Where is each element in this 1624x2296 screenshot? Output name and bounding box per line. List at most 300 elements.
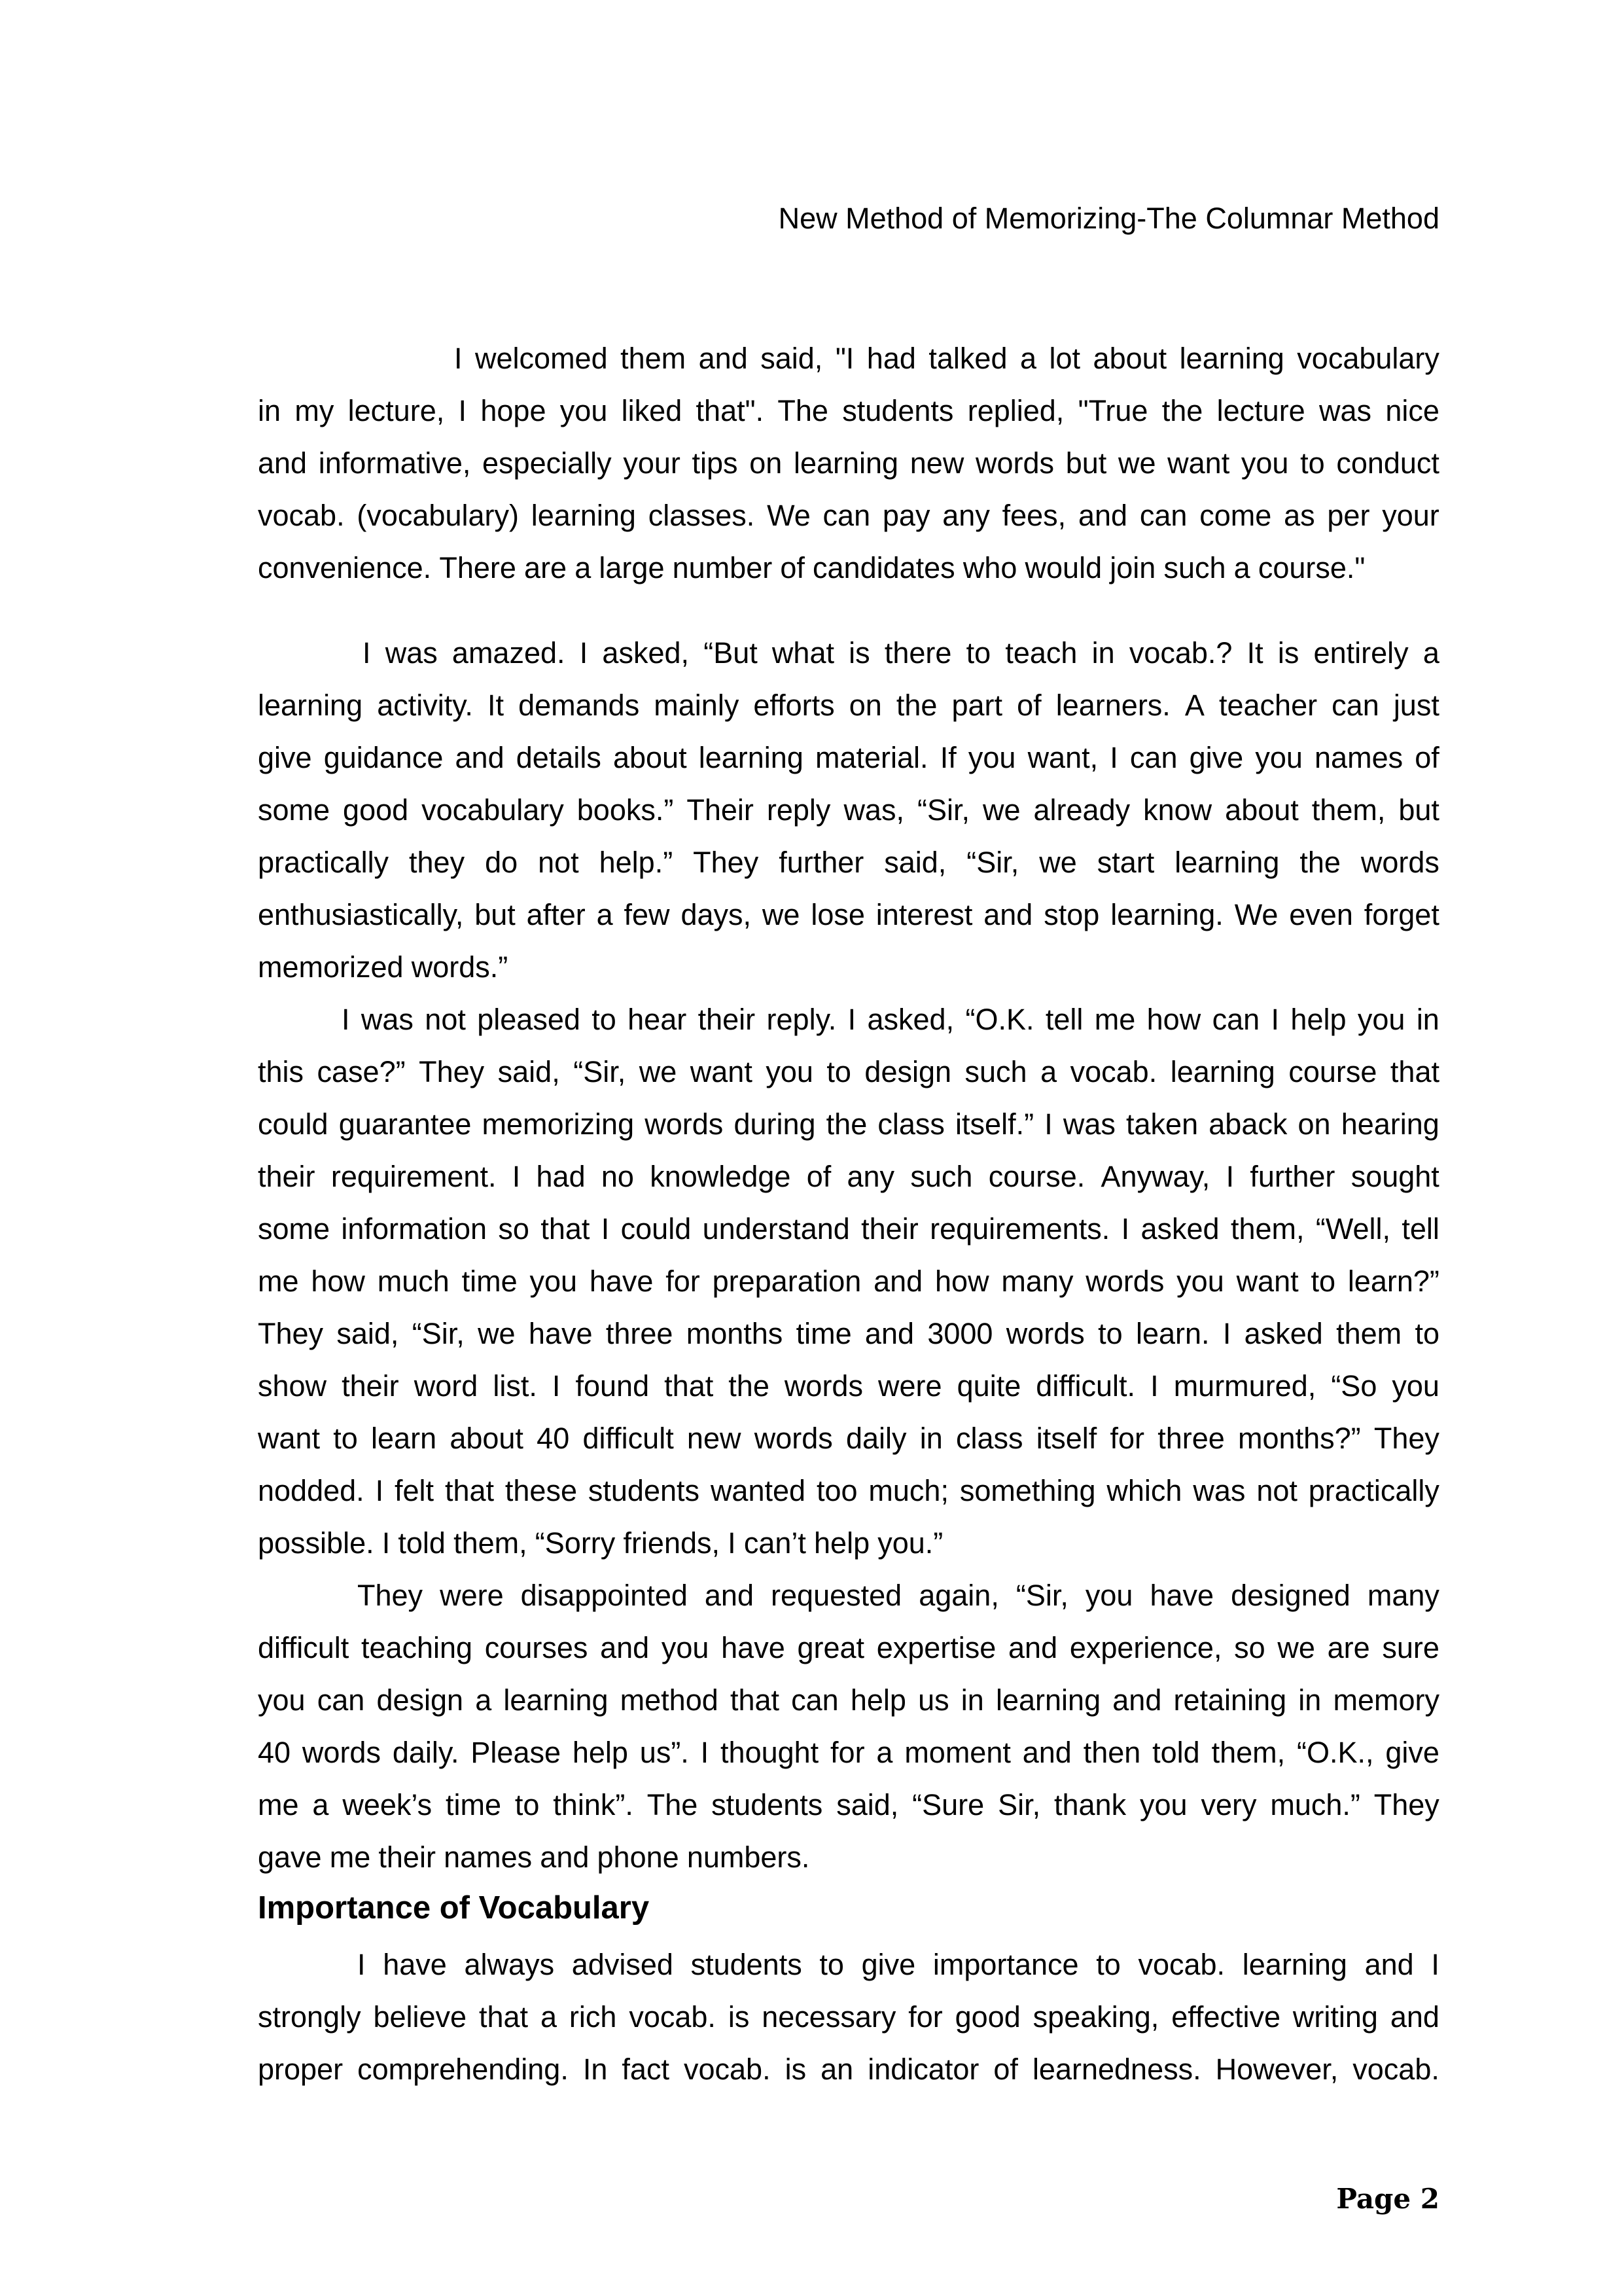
- word: entirely: [1313, 636, 1409, 670]
- word: advised: [571, 1948, 673, 1981]
- text-line: [258, 1939, 1439, 1991]
- text-line: [258, 1203, 1439, 1255]
- word: said,: [836, 1788, 899, 1821]
- word: learning: [1179, 342, 1284, 375]
- page-number: Page 2: [1336, 2183, 1439, 2215]
- word: that: [1390, 1055, 1439, 1088]
- word: can: [791, 1683, 839, 1717]
- word: learning: [793, 446, 899, 480]
- word: reply: [766, 793, 831, 827]
- word: can: [317, 1683, 365, 1717]
- word: information: [341, 1212, 487, 1246]
- word: vocab.: [1070, 1055, 1157, 1088]
- word: great: [797, 1631, 865, 1664]
- word: you: [661, 1631, 709, 1664]
- word: learning: [698, 741, 803, 774]
- word: give: [1189, 741, 1244, 774]
- word: daily.: [392, 1736, 459, 1769]
- word: you: [968, 741, 1016, 774]
- word: new: [686, 1422, 741, 1455]
- word: was: [361, 1003, 414, 1036]
- word: hearing: [1341, 1107, 1439, 1141]
- word: further: [1250, 1160, 1335, 1193]
- word: “Sir,: [966, 846, 1019, 879]
- word: asked: [1244, 1317, 1323, 1350]
- word: of: [1415, 741, 1439, 774]
- word: how: [1146, 1003, 1201, 1036]
- word: and: [704, 1579, 754, 1612]
- word: you.”: [877, 1526, 944, 1560]
- word: 3000: [927, 1317, 993, 1350]
- word: help.”: [599, 846, 673, 879]
- word: to: [966, 636, 991, 670]
- word: words: [976, 446, 1055, 480]
- word: me: [1094, 1003, 1136, 1036]
- word: writing: [1292, 2000, 1378, 2034]
- word: that: [479, 2000, 529, 2034]
- word: of: [780, 551, 805, 584]
- word: names: [1315, 741, 1403, 774]
- word: some: [258, 1212, 330, 1246]
- word: are: [524, 551, 567, 584]
- word: Their: [686, 793, 754, 827]
- word: you: [258, 1683, 306, 1717]
- word: effective: [1171, 2000, 1280, 2034]
- word: “So: [1331, 1369, 1377, 1403]
- word: wanted: [710, 1474, 806, 1507]
- word: learn.: [1135, 1317, 1210, 1350]
- word: three: [1157, 1422, 1225, 1455]
- word: courses: [484, 1631, 588, 1664]
- word: forget: [1364, 898, 1439, 931]
- word: expertise: [876, 1631, 997, 1664]
- word: very: [1201, 1788, 1257, 1821]
- word: word: [414, 1369, 478, 1403]
- word: how: [311, 1265, 365, 1298]
- word: words: [302, 1736, 381, 1769]
- word: time: [461, 1265, 518, 1298]
- word: a: [574, 551, 591, 584]
- word: week’s: [342, 1788, 432, 1821]
- word: rich: [569, 2000, 617, 2034]
- word: and: [1022, 1736, 1072, 1769]
- word: can: [1212, 1003, 1260, 1036]
- word: vocabulary: [421, 793, 564, 827]
- word: want: [258, 1422, 321, 1455]
- word: there: [884, 636, 952, 670]
- word: taken: [1126, 1107, 1199, 1141]
- word: indicator: [868, 2053, 980, 2086]
- text-line: [258, 1308, 1439, 1360]
- word: time: [796, 1317, 852, 1350]
- word: some: [258, 793, 330, 827]
- word: for: [1110, 1422, 1145, 1455]
- word: vocab.?: [1129, 636, 1233, 670]
- word: mainly: [654, 689, 739, 722]
- word: on: [849, 689, 882, 722]
- word: start: [1097, 846, 1155, 879]
- word: and: [864, 1317, 915, 1350]
- word: knowledge: [650, 1160, 791, 1193]
- word: to: [1311, 1265, 1335, 1298]
- word: on: [1297, 1107, 1331, 1141]
- word: welcomed: [475, 342, 608, 375]
- word: 40: [258, 1736, 291, 1769]
- word: students: [588, 1474, 700, 1507]
- word: replied,: [967, 394, 1065, 427]
- word: interest: [875, 898, 973, 931]
- word: you: [1139, 1788, 1188, 1821]
- word: many: [1001, 1265, 1074, 1298]
- word: were: [440, 1579, 504, 1612]
- word: you: [1357, 1003, 1405, 1036]
- word: a: [1233, 551, 1250, 584]
- word: we: [639, 1055, 677, 1088]
- word: classes.: [648, 499, 755, 532]
- word: disappointed: [520, 1579, 688, 1612]
- word: difficult: [582, 1422, 674, 1455]
- word: had: [536, 1160, 586, 1193]
- text-line: [258, 437, 1439, 490]
- word: convenience.: [258, 551, 432, 584]
- word: vocab.: [684, 2053, 771, 2086]
- word: you: [559, 394, 608, 427]
- word: already: [1033, 793, 1131, 827]
- word: learning: [503, 1683, 609, 1717]
- word: any: [847, 1160, 895, 1193]
- word: murmured,: [1173, 1369, 1316, 1403]
- word: to: [591, 1003, 616, 1036]
- word: of: [1017, 689, 1042, 722]
- word: vocabulary: [1297, 342, 1439, 375]
- word: I: [375, 1474, 384, 1507]
- word: we: [1277, 1631, 1315, 1664]
- text-line: [258, 1622, 1439, 1674]
- word: on: [749, 446, 783, 480]
- word: much.”: [1270, 1788, 1360, 1821]
- word: a: [475, 1683, 492, 1717]
- word: teach: [1005, 636, 1078, 670]
- word: many: [1367, 1579, 1439, 1612]
- word: words: [1360, 846, 1439, 879]
- word: “O.K.,: [1296, 1736, 1374, 1769]
- word: that: [540, 1212, 590, 1246]
- word: We: [1234, 898, 1279, 931]
- word: is: [1277, 636, 1299, 670]
- word: vocab.: [258, 499, 345, 532]
- word: of: [993, 2053, 1018, 2086]
- word: give: [1385, 1736, 1439, 1769]
- word: words: [784, 1369, 863, 1403]
- word: was: [1193, 1474, 1246, 1507]
- word: something: [959, 1474, 1096, 1507]
- word: and: [874, 1265, 923, 1298]
- text-line: [258, 836, 1439, 889]
- word: me: [258, 1788, 299, 1821]
- word: memorized: [258, 950, 404, 984]
- word: good: [343, 793, 409, 827]
- word: we: [762, 898, 800, 931]
- text-line: [258, 1831, 1439, 1884]
- word: I: [381, 1526, 391, 1560]
- word: requested: [771, 1579, 902, 1612]
- word: the: [826, 1107, 868, 1141]
- word: as: [1284, 499, 1315, 532]
- word: experience,: [1069, 1631, 1222, 1664]
- paragraph-1: [258, 332, 1439, 594]
- word: number: [672, 551, 773, 584]
- word: pleased: [477, 1003, 580, 1036]
- word: words: [754, 1422, 833, 1455]
- word: were: [878, 1369, 942, 1403]
- word: tell: [1045, 1003, 1084, 1036]
- word: to: [1098, 1317, 1123, 1350]
- word: is: [728, 2000, 750, 2034]
- word: thought: [720, 1736, 819, 1769]
- word: The: [777, 394, 828, 427]
- word: their: [861, 1212, 919, 1246]
- word: think”.: [553, 1788, 633, 1821]
- word: that".: [696, 394, 764, 427]
- word: lose: [811, 898, 865, 931]
- word: your: [1382, 499, 1439, 532]
- text-line: [258, 1570, 1439, 1622]
- text-line: [258, 1046, 1439, 1098]
- word: daily: [845, 1422, 907, 1455]
- word: In: [582, 2053, 608, 2086]
- word: guidance: [323, 741, 444, 774]
- word: vocab.: [629, 2000, 716, 2034]
- word: itself: [1036, 1422, 1097, 1455]
- word: want,: [1027, 741, 1099, 774]
- word: material.: [815, 741, 928, 774]
- word: gave: [258, 1840, 322, 1874]
- word: we: [1118, 446, 1156, 480]
- word: friends,: [623, 1526, 720, 1560]
- word: “But: [703, 636, 758, 670]
- word: If: [940, 741, 957, 774]
- word: was: [385, 636, 438, 670]
- word: especially: [482, 446, 612, 480]
- word: would: [1025, 551, 1103, 584]
- word: They: [419, 1055, 485, 1088]
- word: do: [485, 846, 518, 879]
- word: retaining: [1173, 1683, 1287, 1717]
- word: us: [918, 1683, 949, 1717]
- word: large: [599, 551, 665, 584]
- word: numbers.: [686, 1840, 810, 1874]
- text-line: [258, 732, 1439, 784]
- text-line: [258, 332, 1439, 385]
- word: about: [1225, 793, 1299, 827]
- text-line: [258, 1674, 1439, 1727]
- word: about: [612, 741, 687, 774]
- word: course.: [988, 1160, 1086, 1193]
- word: you: [1176, 1265, 1224, 1298]
- word: I: [1431, 1948, 1439, 1981]
- word: They: [357, 1579, 423, 1612]
- word: help: [850, 1683, 906, 1717]
- word: few: [624, 898, 670, 931]
- word: learnedness.: [1032, 2053, 1201, 2086]
- word: details: [516, 741, 601, 774]
- text-line: [258, 1360, 1439, 1412]
- word: and: [1078, 499, 1128, 532]
- word: and: [600, 1631, 650, 1664]
- word: designed: [1231, 1579, 1350, 1612]
- text-line: [258, 1779, 1439, 1831]
- word: have: [721, 1631, 785, 1664]
- text-line: [258, 627, 1439, 679]
- word: aback: [1209, 1107, 1288, 1141]
- word: but: [1398, 793, 1439, 827]
- word: so: [498, 1212, 529, 1246]
- word: I: [1044, 1107, 1053, 1141]
- word: these: [504, 1474, 577, 1507]
- word: what: [771, 636, 834, 670]
- word: enthusiastically,: [258, 898, 464, 931]
- word: strongly: [258, 2000, 361, 2034]
- word: you: [1085, 1579, 1133, 1612]
- word: method: [620, 1683, 718, 1717]
- word: felt: [395, 1474, 434, 1507]
- word: “O.K.: [965, 1003, 1034, 1036]
- word: course: [1288, 1055, 1377, 1088]
- word: asked,: [867, 1003, 955, 1036]
- word: difficult.: [1036, 1369, 1136, 1403]
- word: want: [1236, 1265, 1299, 1298]
- word: your: [623, 446, 680, 480]
- word: They: [693, 846, 759, 879]
- word: list.: [493, 1369, 537, 1403]
- word: said,: [884, 846, 947, 879]
- word: too: [816, 1474, 858, 1507]
- word: thank: [1054, 1788, 1127, 1821]
- word: fact: [622, 2053, 669, 2086]
- word: lot: [1049, 342, 1081, 375]
- word: lecture: [1216, 394, 1305, 427]
- word: the: [1161, 394, 1203, 427]
- word: have: [1150, 1579, 1214, 1612]
- section-heading: Importance of Vocabulary: [258, 1890, 650, 1926]
- word: that: [664, 1369, 714, 1403]
- text-line: [258, 1412, 1439, 1465]
- word: who: [962, 551, 1017, 584]
- word: I: [1222, 1317, 1231, 1350]
- word: for: [830, 1736, 865, 1769]
- word: case?”: [317, 1055, 406, 1088]
- word: “Sorry: [535, 1526, 616, 1560]
- word: sure: [1382, 1631, 1439, 1664]
- word: can: [1129, 741, 1178, 774]
- paragraph-4: [258, 1570, 1439, 1884]
- word: liked: [621, 394, 682, 427]
- word: “Sir,: [573, 1055, 626, 1088]
- word: requirement.: [330, 1160, 497, 1193]
- word: to: [826, 1055, 851, 1088]
- word: have: [589, 1265, 654, 1298]
- word: learning: [1174, 846, 1280, 879]
- paragraph-3: [258, 994, 1439, 1570]
- word: I: [512, 1160, 521, 1193]
- word: a: [540, 2000, 557, 2034]
- word: the: [728, 1369, 769, 1403]
- word: sought: [1350, 1160, 1439, 1193]
- word: they: [409, 846, 465, 879]
- word: I: [362, 636, 371, 670]
- text-line: [258, 1465, 1439, 1517]
- word: preparation: [712, 1265, 862, 1298]
- word: three: [605, 1317, 673, 1350]
- word: “Well,: [1315, 1212, 1391, 1246]
- word: They: [1373, 1788, 1439, 1821]
- word: their: [258, 1160, 315, 1193]
- word: to: [1415, 1317, 1439, 1350]
- word: them: [1336, 1317, 1402, 1350]
- word: us”.: [639, 1736, 689, 1769]
- word: and: [1008, 1631, 1058, 1664]
- word: much: [377, 1265, 450, 1298]
- word: days,: [680, 898, 752, 931]
- word: was: [1319, 394, 1372, 427]
- word: this: [258, 1055, 304, 1088]
- word: you: [1241, 446, 1289, 480]
- word: and: [455, 741, 504, 774]
- word: They: [1373, 1422, 1439, 1455]
- word: you: [1255, 741, 1303, 774]
- word: always: [464, 1948, 555, 1981]
- word: speaking,: [1033, 2000, 1159, 2034]
- word: that: [444, 1474, 494, 1507]
- word: It: [1246, 636, 1263, 670]
- word: asked: [1140, 1212, 1220, 1246]
- word: know: [1143, 793, 1212, 827]
- word: "I: [835, 342, 855, 375]
- word: hear: [627, 1003, 687, 1036]
- word: give: [258, 741, 312, 774]
- word: have: [383, 1948, 447, 1981]
- word: and: [258, 446, 308, 480]
- word: such: [910, 1160, 973, 1193]
- text-line: [258, 1727, 1439, 1779]
- word: could: [620, 1212, 692, 1246]
- word: a: [1040, 1055, 1057, 1088]
- word: asked,: [602, 636, 690, 670]
- word: a: [876, 1736, 893, 1769]
- word: I: [1121, 1212, 1130, 1246]
- word: class: [877, 1107, 945, 1141]
- word: them,: [453, 1526, 527, 1560]
- word: we: [1039, 846, 1077, 879]
- word: can: [1332, 689, 1379, 722]
- word: me: [329, 1840, 371, 1874]
- word: that: [730, 1683, 779, 1717]
- word: possible.: [258, 1526, 374, 1560]
- word: months?”: [1238, 1422, 1361, 1455]
- word: "True: [1078, 394, 1148, 427]
- text-line: [258, 1991, 1439, 2043]
- word: “Sure: [912, 1788, 985, 1821]
- word: in: [1091, 636, 1115, 670]
- word: part: [951, 689, 1003, 722]
- word: you: [1392, 1369, 1439, 1403]
- word: teaching: [361, 1631, 473, 1664]
- word: how: [935, 1265, 989, 1298]
- word: hope: [480, 394, 546, 427]
- word: in: [961, 1683, 984, 1717]
- text-line: [258, 542, 1439, 594]
- word: good: [955, 2000, 1021, 2034]
